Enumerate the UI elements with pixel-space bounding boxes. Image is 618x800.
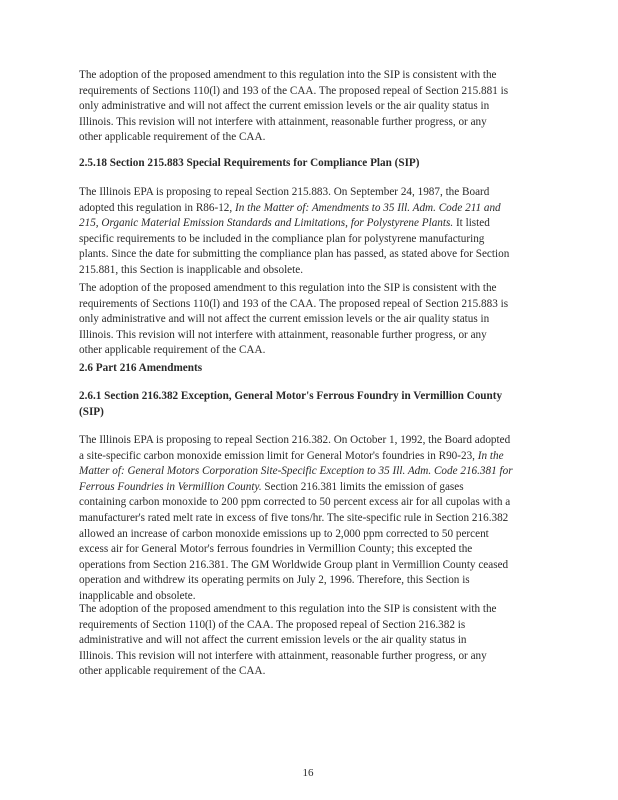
- text-line: other applicable requirement of the CAA.: [79, 344, 266, 357]
- paragraph-sip-consistency-215-883: [79, 281, 537, 359]
- paragraph-sip-consistency-216-382: [79, 602, 537, 680]
- paragraph-repeal-216-382: [79, 433, 537, 605]
- text-line: Illinois. This revision will not interfere with attainment, reasonable further progress, or any: [79, 649, 487, 662]
- text-line: Illinois. This revision will not interfere with attainment, reasonable further progress, or any: [79, 115, 487, 128]
- text-line: allowed an increase of carbon monoxide emissions up to 2,000 ppm corrected to 50 percent: [79, 527, 489, 540]
- text-line: The Illinois EPA is proposing to repeal Section 216.382. On October 1, 1992, the Board adopted: [79, 434, 511, 446]
- text-line: operation and withdrew its operating permits on July 2, 1996. Therefore, this Section is: [79, 574, 470, 587]
- section-heading-2-6-1: [79, 389, 537, 420]
- text-line: manufacturer's rated melt rate in excess of five tons/hr. The site-specific rule in Section 216.382: [79, 511, 509, 524]
- text-line: Illinois. This revision will not interfere with attainment, reasonable further progress, or any: [79, 328, 487, 341]
- section-heading-2-5-18: [79, 156, 537, 172]
- text-line: [79, 216, 537, 232]
- heading-text: (SIP): [79, 405, 104, 418]
- paragraph-sip-consistency-215-881: [79, 68, 537, 146]
- document-page: [79, 0, 537, 800]
- text-line: 215.881, this Section is inapplicable and obsolete.: [79, 263, 304, 276]
- text-line: The Illinois EPA is proposing to repeal Section 215.883. On September 24, 1987, the Board: [79, 186, 490, 198]
- text-line: containing carbon monoxide to 200 ppm corrected to 50 percent excess air for all cupolas with a: [79, 496, 511, 509]
- case-citation: 215, Organic Material Emission Standards and Limitations, for Polystyrene Plants.: [79, 217, 454, 230]
- case-citation: Ferrous Foundries in Vermillion County.: [79, 480, 262, 493]
- text-line: The adoption of the proposed amendment to this regulation into the SIP is consistent with the: [79, 603, 497, 615]
- case-citation: Matter of: General Motors Corporation Site-Specific Exception to 35 Ill. Adm. Code 216.381 for: [79, 465, 513, 478]
- text-segment: a site-specific carbon monoxide emission limit for General Motor's foundries in R90-23,: [79, 449, 478, 462]
- text-line: plants. Since the date for submitting the compliance plan has passed, as stated above for Section: [79, 248, 510, 261]
- text-line: [79, 449, 537, 465]
- text-line: other applicable requirement of the CAA.: [79, 131, 266, 144]
- text-line: operations from Section 216.381. The GM Worldwide Group plant in Vermillion County ceased: [79, 558, 509, 571]
- case-citation: In the: [477, 449, 504, 462]
- text-line: inapplicable and obsolete.: [79, 589, 196, 602]
- heading-text: 2.6.1 Section 216.382 Exception, General Motor's Ferrous Foundry in Vermillion County: [79, 390, 503, 402]
- text-line: excess air for General Motor's ferrous foundries in Vermillion County; this excepted the: [79, 543, 473, 556]
- page-number: 16: [302, 767, 314, 779]
- text-line: specific requirements to be included in the compliance plan for polystyrene manufacturing: [79, 232, 485, 245]
- text-line: [79, 480, 537, 496]
- text-line: [79, 201, 537, 217]
- text-line: requirements of Section 110(l) of the CAA. The proposed repeal of Section 216.382 is: [79, 618, 466, 631]
- text-line: [79, 464, 537, 480]
- text-line: requirements of Sections 110(l) and 193 of the CAA. The proposed repeal of Section 215.881 is: [79, 84, 509, 97]
- text-line: administrative and will not affect the current emission levels or the air quality status in: [79, 634, 467, 647]
- text-line: The adoption of the proposed amendment to this regulation into the SIP is consistent with the: [79, 282, 497, 294]
- text-line: requirements of Sections 110(l) and 193 of the CAA. The proposed repeal of Section 215.883 is: [79, 297, 509, 310]
- text-segment: It listed: [453, 217, 490, 230]
- text-segment: adopted this regulation in R86-12,: [79, 201, 235, 214]
- case-citation: In the Matter of: Amendments to 35 Ill. Adm. Code 211 and: [234, 201, 501, 214]
- text-line: The adoption of the proposed amendment to this regulation into the SIP is consistent with the: [79, 69, 497, 81]
- section-heading-2-6: [79, 361, 537, 377]
- text-line: only administrative and will not affect the current emission levels or the air quality status in: [79, 100, 490, 113]
- heading-text: 2.5.18 Section 215.883 Special Requirements for Compliance Plan (SIP): [79, 157, 420, 169]
- text-line: other applicable requirement of the CAA.: [79, 665, 266, 678]
- heading-text: 2.6 Part 216 Amendments: [79, 362, 203, 374]
- text-segment: Section 216.381 limits the emission of gases: [261, 480, 464, 493]
- paragraph-repeal-215-883: [79, 185, 537, 279]
- text-line: only administrative and will not affect the current emission levels or the air quality status in: [79, 313, 490, 326]
